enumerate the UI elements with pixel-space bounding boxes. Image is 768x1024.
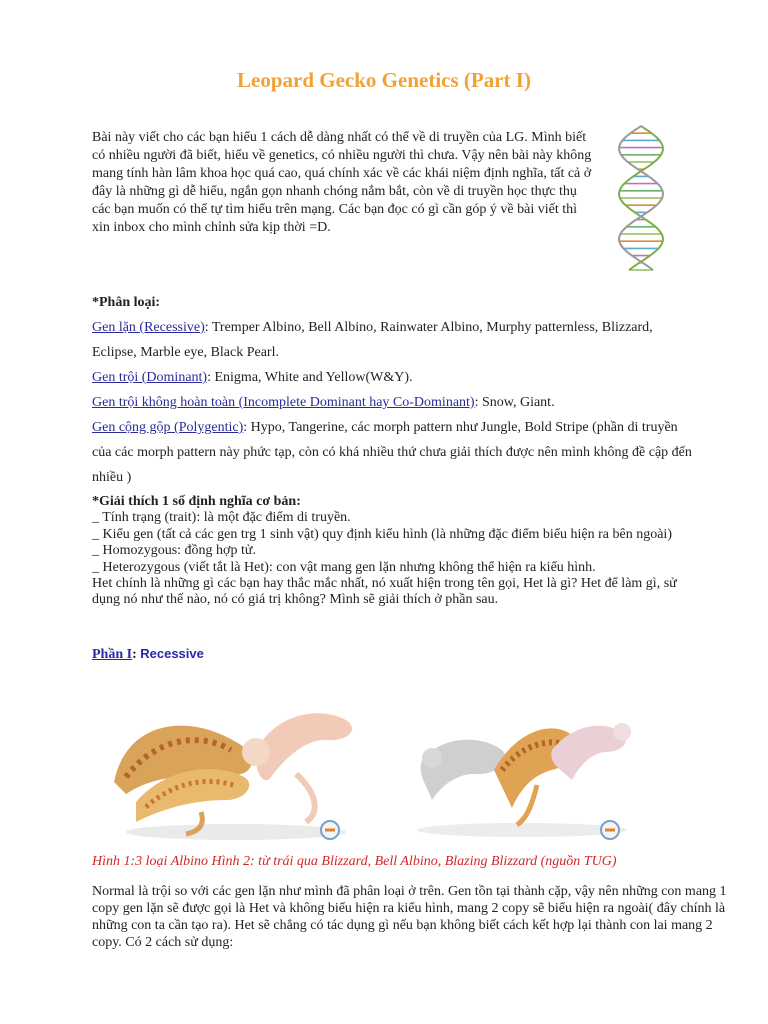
dominant-link[interactable]: Gen trội (Dominant) [92, 370, 208, 385]
incomplete-dominant-text: : Snow, Giant. [474, 395, 555, 410]
dominant-text: : Enigma, White and Yellow(W&Y). [207, 370, 413, 385]
intro-paragraph: Bài này viết cho các bạn hiểu 1 cách dễ dàng nhất có thể về di truyền của LG. Mình biết có nhiều người đã biết, hiểu về genetics, có nhiều người thì chưa. Vậy nên bài này không mang tính hàn lâm khoa học quá cao, quá chính xác về các khái niệm định nghĩa, tất cả ở đây là những gì dễ hiểu, ngắn gọn nhanh chóng nắm bắt, còn về di truyền học thực thụ các bạn muốn có thể tự tìm hiểu trên mạng. Các bạn đọc có gì cần góp ý về bài viết thì xin inbox cho mình chỉnh sửa kịp thời =D. [92, 130, 592, 235]
definition-item: _ Heterozygous (viết tắt là Het): con vật mang gen lặn nhưng không thể hiện ra kiểu hình. [92, 559, 596, 575]
recessive-link[interactable]: Gen lặn (Recessive) [92, 320, 205, 335]
blizzard-bell-blazing-photo [402, 690, 642, 844]
incomplete-dominant-link[interactable]: Gen trội không hoàn toàn (Incomplete Dominant hay Co-Dominant) [92, 395, 475, 410]
polygenic-text: : Hypo, Tangerine, các morph pattern như Jungle, Bold Stripe (phần di truyền của các morph pattern này phức tạp, còn có khá nhiều thứ chưa giải thích được nên mình không đề cập đến nhiều ) [92, 420, 692, 485]
het-note: Het chính là những gì các bạn hay thắc mắc nhất, nó xuất hiện trong tên gọi, Het là gì? Het để làm gì, sử dụng nó như thế nào, nó có giá trị không? Mình sẽ giải thích ở phần sau. [92, 576, 677, 608]
part-link[interactable]: Phần I [92, 647, 133, 662]
dna-helix-image [606, 122, 676, 274]
classification-section [92, 290, 692, 490]
part-name: Recessive [140, 646, 204, 661]
part-heading [92, 646, 204, 663]
incomplete-dominant-line [92, 390, 692, 415]
bottom-paragraph: Normal là trội so với các gen lặn như mình đã phân loại ở trên. Gen tồn tại thành cặp, vậy nên những con mang 1 copy gen lặn sẽ được gọi là Het và không biểu hiện ra kiểu hình, mang 2 copy sẽ biểu hiện ra ngoài( đây chính là những con ta cần tạo ra). Het sẽ chẳng có tác dụng gì nếu bạn không biết cách kết hợp lại thành con lai mang 2 copy. Có 2 cách sử dụng: [92, 884, 727, 950]
dominant-line [92, 365, 692, 390]
recessive-text: : Tremper Albino, Bell Albino, Rainwater Albino, Murphy patternless, Blizzard, Eclipse, Marble eye, Black Pearl. [92, 320, 653, 360]
polygenic-link[interactable]: Gen cộng gộp (Polygentic) [92, 420, 244, 435]
definitions-section [92, 494, 692, 609]
classification-heading: *Phân loại: [92, 295, 161, 310]
albino-geckos-photo [106, 682, 370, 844]
recessive-line [92, 315, 692, 365]
figure-caption: Hình 1:3 loại Albino Hình 2: từ trái qua Blizzard, Bell Albino, Blazing Blizzard (nguồn TUG) [92, 854, 617, 869]
polygenic-line [92, 415, 692, 490]
part-sep: : [132, 647, 141, 662]
page-title: Leopard Gecko Genetics (Part I) [237, 68, 531, 92]
definition-item: _ Homozygous: đồng hợp tử. [92, 543, 256, 559]
definition-item: _ Tính trạng (trait): là một đặc điểm di truyền. [92, 510, 351, 526]
definitions-heading: *Giải thích 1 số định nghĩa cơ bản: [92, 494, 301, 509]
definition-item: _ Kiểu gen (tất cả các gen trg 1 sinh vật) quy định kiểu hình (là những đặc điểm biểu hiện ra bên ngoài) [92, 526, 672, 542]
